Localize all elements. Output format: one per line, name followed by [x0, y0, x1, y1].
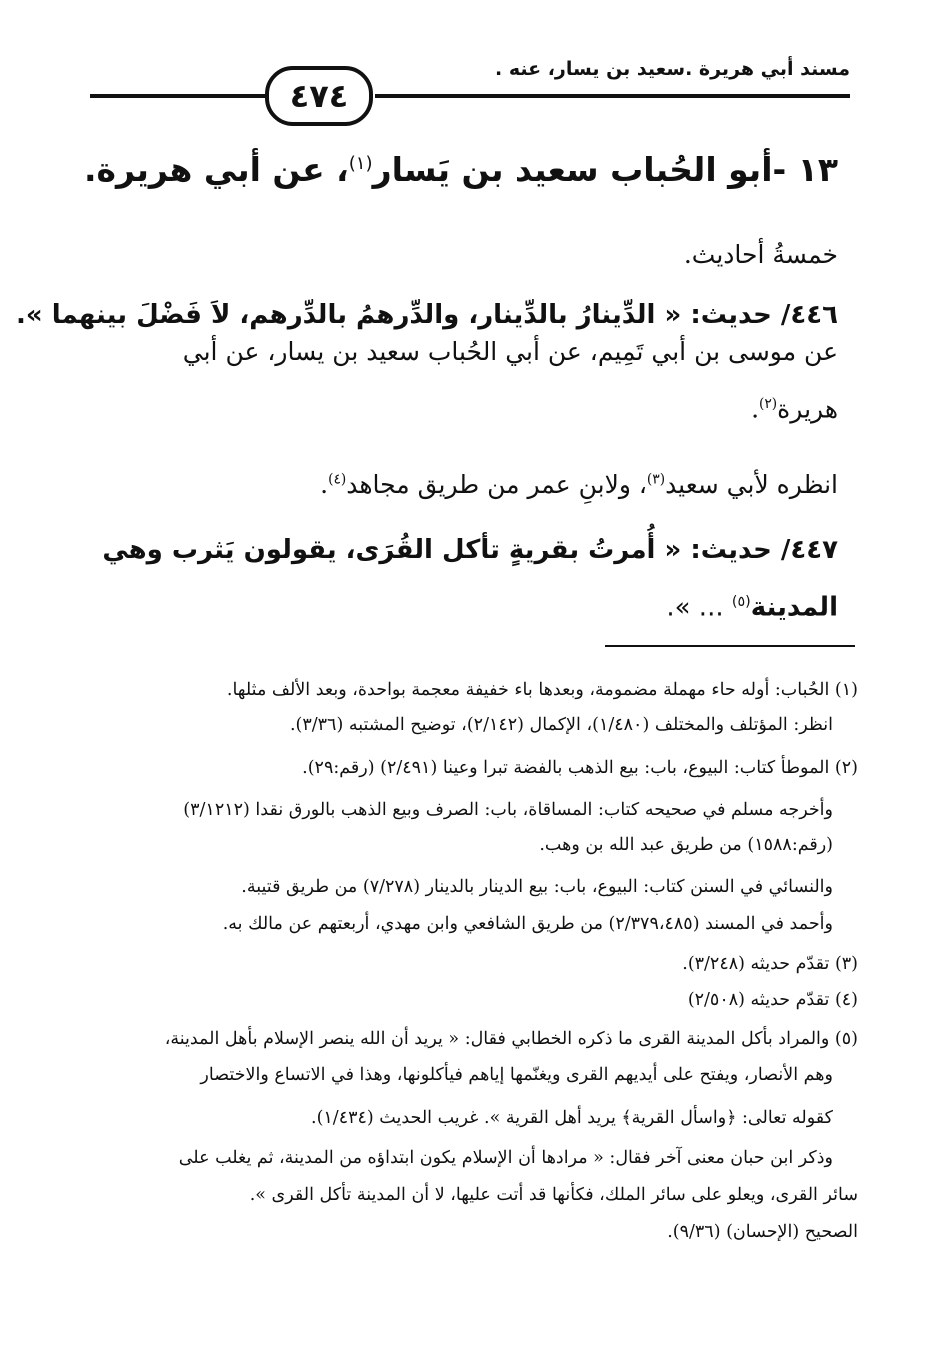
- header-rule-left: [90, 94, 265, 98]
- page-number-badge: ٤٧٤: [265, 66, 373, 126]
- hadith-447-note-ref: (٥): [731, 594, 751, 610]
- hadith-447: [93, 524, 838, 634]
- footnote-line: (١) الحُباب: أوله حاء مهملة مضمومة، وبعدها باء خفيفة معجمة بواحدة، وبعد الألف مثلها.: [226, 680, 858, 700]
- hadith-446-number: ٤٤٦/: [780, 300, 838, 330]
- hadith-446-text: « الدِّينارُ بالدِّينار، والدِّرهمُ بالدِّرهم، لاَ فَضْلَ بينهما ».: [15, 300, 682, 330]
- footnote-line: (رقم:١٥٨٨) من طريق عبد الله بن وهب.: [539, 835, 833, 855]
- hadith-446-see-also: [98, 470, 838, 500]
- footnote-separator: [605, 645, 855, 647]
- see-note-ref-3: (٣): [646, 471, 666, 488]
- footnote-line: والنسائي في السنن كتاب: البيوع، باب: بيع الدينار بالدينار (٧/٢٧٨) من طريق قتيبة.: [241, 877, 833, 897]
- isnad-end: .: [751, 394, 760, 424]
- isnad-line-1: عن موسى بن أبي تَمِيم، عن أبي الحُباب سعيد بن يسار، عن أبي: [182, 337, 838, 366]
- footnote-line: (٣) تقدّم حديثه (٣/٢٤٨).: [682, 954, 858, 974]
- footnote-line: وأحمد في المسند (٢/٣٧٩،٤٨٥) من طريق الشافعي وابن مهدي، أربعتهم عن مالك به.: [222, 914, 833, 934]
- chapter-title: أبو الحُباب سعيد بن يَسار: [372, 150, 773, 189]
- footnote-line: (٢) الموطأ كتاب: البيوع، باب: بيع الذهب بالفضة تبرا وعينا (٢/٤٩١) (رقم:٢٩).: [302, 758, 858, 778]
- footnote-line: وهم الأنصار، ويفتح على أيديهم القرى ويغنّمها إياهم فيأكلونها، وهذا في الاتساع والاختصار: [200, 1065, 833, 1085]
- hadith-447-line-2: [93, 576, 838, 634]
- isnad-note-ref: (٢): [759, 396, 778, 412]
- hadith-count: خمسةُ أحاديث.: [683, 240, 838, 269]
- chapter-heading: [84, 150, 838, 189]
- footnote-line: انظر: المؤتلف والمختلف (١/٤٨٠)، الإكمال (٢/١٤٢)، توضيح المشتبه (٣/٣٦).: [289, 715, 833, 735]
- chapter-number: ١٣ -: [772, 150, 838, 189]
- footnote-line: وأخرجه مسلم في صحيحه كتاب: المساقاة، باب: الصرف وبيع الذهب بالورق نقدا (٣/١٢١٢): [183, 800, 833, 820]
- hadith-447-number: ٤٤٧/: [780, 535, 838, 565]
- footnote-line: كقوله تعالى: ﴿واسأل القرية﴾ يريد أهل القرية ». غريب الحديث (١/٤٣٤).: [311, 1108, 833, 1128]
- footnote-line: وذكر ابن حبان معنى آخر فقال: « مرادها أن الإسلام يكون ابتداؤه من المدينة، ثم يغلب على: [178, 1148, 833, 1168]
- footnote-line: (٥) والمراد بأكل المدينة القرى ما ذكره الخطابي فقال: « يريد أن الله ينصر الإسلام بأهل المدينة،: [164, 1029, 858, 1049]
- running-header: [90, 50, 850, 115]
- hadith-447-label: حديث:: [690, 535, 772, 565]
- hadith-447-line-1: [93, 524, 838, 576]
- hadith-447-text-2: المدينة: [750, 592, 838, 623]
- see-note-ref-4: (٤): [328, 471, 347, 488]
- hadith-447-text: « أُمرتُ بقريةٍ تأكل القُرَى، يقولون يَثرب وهي: [102, 535, 682, 565]
- isnad-line-2-text: هريرة: [777, 394, 838, 424]
- isnad-line-2: [93, 378, 838, 435]
- chapter-note-ref: (١): [348, 153, 373, 174]
- see-text-1: انظره لأبي سعيد: [665, 470, 838, 499]
- footnote-line: الصحيح (الإحسان) (٩/٣٦).: [667, 1222, 858, 1242]
- hadith-446-isnad: [93, 326, 838, 435]
- hadith-446-label: حديث:: [690, 300, 772, 330]
- header-title: مسند أبي هريرة .سعيد بن يسار، عنه .: [495, 58, 850, 80]
- header-rule: [375, 94, 850, 98]
- footnote-line: (٤) تقدّم حديثه (٢/٥٠٨): [687, 990, 858, 1010]
- see-end: .: [320, 470, 329, 499]
- chapter-suffix: ، عن أبي هريرة.: [84, 150, 349, 189]
- hadith-447-end: ... ».: [666, 592, 732, 623]
- footnote-line: سائر القرى، ويعلو على سائر الملك، فكأنها قد أتت عليها، لا أن المدينة تأكل القرى ».: [249, 1185, 858, 1205]
- see-text-2: ، ولابنِ عمر من طريق مجاهد: [346, 470, 647, 499]
